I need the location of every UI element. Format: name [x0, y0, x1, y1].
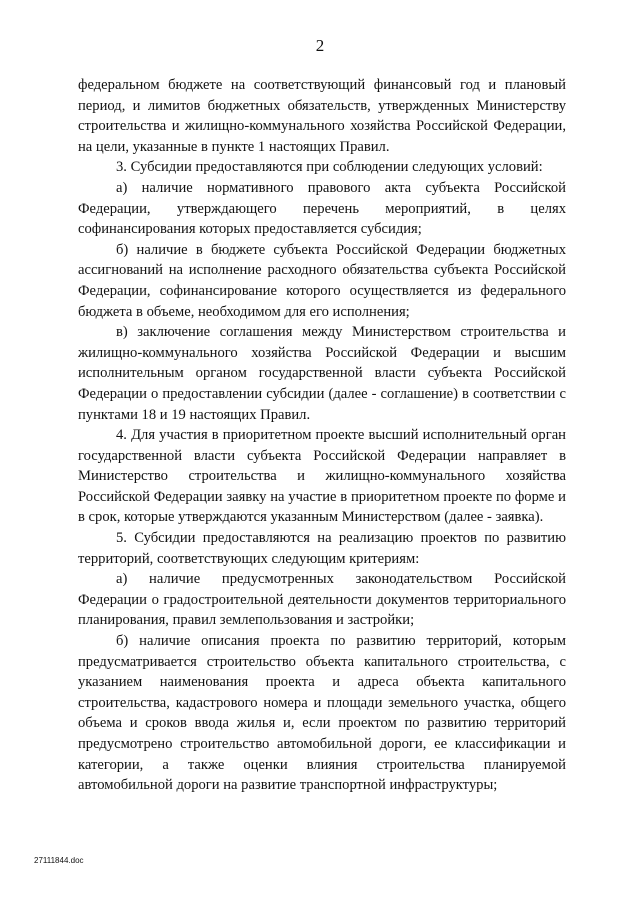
document-body	[78, 75, 566, 796]
page-number: 2	[315, 36, 325, 55]
paragraph-clause-3: 3. Субсидии предоставляются при соблюдении следующих условий:	[116, 159, 543, 176]
paragraph-clause-5: 5. Субсидии предоставляются на реализацию проектов по развитию территорий, соответствующих следующим критериям:	[78, 530, 566, 567]
paragraph-clause-5a: а) наличие предусмотренных законодательством Российской Федерации о градостроительной деятельности документов территориального планирования, правил землепользования и застройки;	[78, 571, 566, 629]
paragraph-clause-3v: в) заключение соглашения между Министерством строительства и жилищно-коммунального хозяйства Российской Федерации и высшим исполнительным органом государственной власти субъекта Российской Федерации о предоставлении субсидии (далее - соглашение) в соответствии с пунктами 18 и 19 настоящих Правил.	[78, 324, 566, 423]
paragraph-clause-3a: а) наличие нормативного правового акта субъекта Российской Федерации, утверждающего перечень мероприятий, в целях софинансирования которых предоставляется субсидия;	[78, 179, 566, 238]
footer-filename: 27111844.doc	[34, 856, 84, 865]
paragraph-clause-3b: б) наличие в бюджете субъекта Российской Федерации бюджетных ассигнований на исполнение расходного обязательства субъекта Российской Федерации, софинансирование которого осуществляется из федерального бюджета в объеме, необходимом для его исполнения;	[78, 241, 566, 320]
paragraph-clause-4: 4. Для участия в приоритетном проекте высший исполнительный орган государственной власти субъекта Российской Федерации направляет в Министерство строительства и жилищно-коммунального хозяйства Российской Федерации заявку на участие в приоритетном проекте по форме и в срок, которые утверждаются указанным Министерством (далее - заявка).	[78, 427, 566, 526]
paragraph-clause-5b: б) наличие описания проекта по развитию территорий, которым предусматривается строительство объекта капитального строительства, с указанием наименования проекта и адреса объекта капитального строительства, кадастрового номера и площади земельного участка, общего объема и сроков ввода жилья и, если проектом по развитию территорий предусмотрено строительство автомобильной дороги, ее классификации и категории, а также оценки влияния строительства планируемой автомобильной дороги на развитие транспортной инфраструктуры;	[78, 633, 566, 794]
paragraph-continuation: федеральном бюджете на соответствующий финансовый год и плановый период, и лимитов бюджетных обязательств, утвержденных Министерству строительства и жилищно-коммунального хозяйства Российской Федерации, на цели, указанные в пункте 1 настоящих Правил.	[78, 77, 566, 155]
